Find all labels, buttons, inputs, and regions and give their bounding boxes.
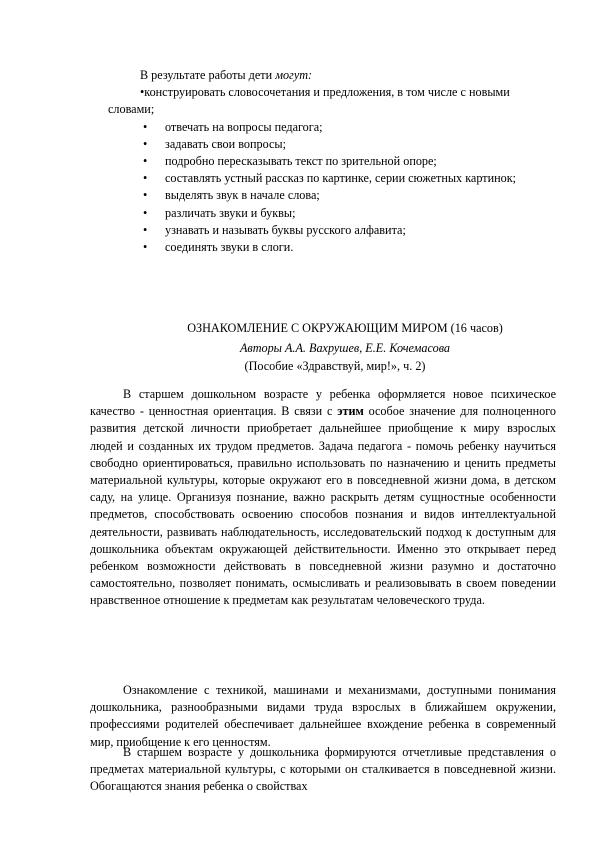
skills-list: [108, 119, 556, 257]
skill-item-text: узнавать и называть буквы русского алфавита;: [165, 222, 406, 237]
results-intro-prefix: В результате работы дети: [140, 68, 276, 82]
skill-item-text: составлять устный рассказ по картинке, серии сюжетных картинок;: [165, 171, 517, 186]
bullet-marker: •: [143, 119, 148, 134]
results-block: [108, 67, 556, 256]
paragraph-1-start: В старшем дошкольном возрасте у ребенка оформляется новое психическое качество - ценностная ориентация. В связи с: [90, 387, 556, 419]
skill-item: [108, 153, 556, 170]
paragraph-1-bold-word: этим: [337, 404, 364, 419]
paragraph-1: [90, 386, 556, 610]
bullet-marker: •: [143, 205, 148, 220]
skill-item: [108, 187, 556, 204]
bullet-marker: •: [143, 171, 148, 186]
section-title-text: ОЗНАКОМЛЕНИЕ С ОКРУЖАЮЩИМ МИРОМ (16 часов): [187, 321, 503, 335]
section-authors: [0, 340, 595, 357]
bullet-marker: •: [143, 222, 148, 237]
paragraph-3: В старшем возрасте у дошкольника формируются отчетливые представления о предметах материальной культуры, с которыми он сталкивается в повседневной жизни. Обогащаются знания ребенка о свойствах: [90, 745, 556, 794]
skill-item: [108, 239, 556, 256]
skill-item: [108, 119, 556, 136]
first-bullet-item: •конструировать словосочетания и предложения, в том числе с новыми словами;: [108, 85, 510, 117]
section-manual: [0, 358, 595, 375]
section-authors-text: Авторы А.А. Вахрушев, Е.Е. Кочемасова: [239, 341, 451, 355]
skill-item: [108, 205, 556, 222]
results-intro-emphasis: могут:: [275, 68, 313, 82]
bullet-marker: •: [143, 154, 148, 169]
skill-item-text: соединять звуки в слоги.: [165, 240, 294, 255]
skill-item-text: отвечать на вопросы педагога;: [165, 119, 323, 134]
skill-item-text: различать звуки и буквы;: [165, 205, 296, 220]
skill-item-text: выделять звук в начале слова;: [165, 188, 320, 203]
skill-item-text: подробно пересказывать текст по зрительной опоре;: [165, 154, 437, 169]
paragraph-2: Ознакомление с техникой, машинами и механизмами, доступными понимания дошкольника, разнообразными видами труда взрослых в ближайшем окружении, профессиями родителей обеспечивает дальнейшее вхождение ребенка в современный мир, приобщение к его ценностям.: [90, 683, 556, 749]
paragraph-1-rest: особое значение для полноценного развития детской личности приобретает дальнейшее приобщение к миру взрослых людей и созданных их трудом предметов. Задача педагога - помочь ребенку научиться свободно ориентироваться, правильно использовать по назначению и ценить предметы материальной культуры, которые окружают его в повседневной жизни дома, в детском саду, на улице. Организуя познание, важно раскрыть детям сущностные особенности предметов, способствовать освоению способов познания и видов интеллектуальной деятельности, развивать наблюдательность, исследовательский подход к доступным для дошкольника объектам окружающей действительности. Именно это открывает перед ребенком возможности действовать в повседневной жизни разумно и достаточно самостоятельно, позволяет понимать, осмысливать и реализовывать в своем поведении нравственное отношение к предметам как результатам человеческого труда.: [90, 404, 556, 608]
skill-item: [108, 136, 556, 153]
section-title: [0, 320, 595, 337]
results-intro: [140, 67, 556, 84]
bullet-marker: •: [143, 136, 148, 151]
skill-item-text: задавать свои вопросы;: [165, 136, 286, 151]
section-manual-text: (Пособие «Здравствуй, мир!», ч. 2): [244, 359, 426, 373]
skill-item: [108, 170, 556, 187]
skill-item: [108, 222, 556, 239]
bullet-marker: •: [143, 240, 148, 255]
bullet-marker: •: [143, 188, 148, 203]
